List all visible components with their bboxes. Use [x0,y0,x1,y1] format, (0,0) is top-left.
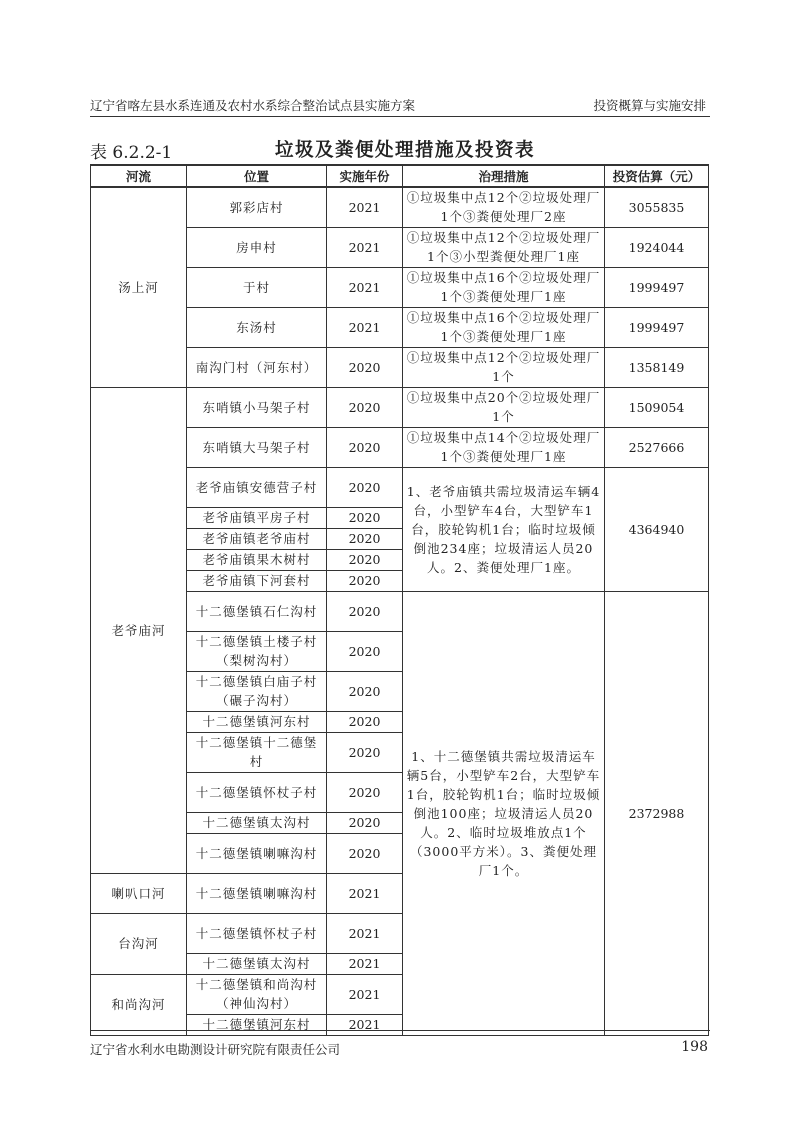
header-year: 实施年份 [327,165,403,187]
table-row [91,187,709,227]
footer-rule [90,1030,710,1031]
table-title: 垃圾及粪便处理措施及投资表 [275,140,536,161]
investment-cell: 3055835 [605,187,709,227]
year-cell: 2020 [327,427,403,467]
year-cell: 2020 [327,833,403,873]
year-cell: 2021 [327,267,403,307]
investment-cell: 1358149 [605,347,709,387]
river-cell: 台沟河 [91,913,187,974]
year-cell: 2020 [327,347,403,387]
investment-cell-shierdebao: 2372988 [605,591,709,1035]
page-header [90,96,710,116]
river-cell: 和尚沟河 [91,974,187,1035]
year-cell: 2021 [327,227,403,267]
year-cell: 2020 [327,528,403,549]
measure-cell: ①垃圾集中点16个②垃圾处理厂1个③粪便处理厂1座 [403,267,605,307]
year-cell: 2020 [327,631,403,671]
location-cell: 十二德堡镇太沟村 [187,812,327,833]
footer-company: 辽宁省水利水电勘测设计研究院有限责任公司 [90,1042,341,1057]
measure-cell: ①垃圾集中点12个②垃圾处理厂1个 [403,347,605,387]
location-cell: 十二德堡镇怀杖子村 [187,772,327,812]
location-cell: 十二德堡镇和尚沟村（神仙沟村） [187,974,327,1014]
measure-cell: ①垃圾集中点12个②垃圾处理厂1个③粪便处理厂2座 [403,187,605,227]
table-number: 表 6.2.2-1 [90,143,173,163]
year-cell: 2020 [327,671,403,711]
year-cell: 2021 [327,974,403,1014]
location-cell: 十二德堡镇土楼子村（梨树沟村） [187,631,327,671]
investment-cell: 1509054 [605,387,709,427]
measure-cell: ①垃圾集中点20个②垃圾处理厂1个 [403,387,605,427]
location-cell: 郭彩店村 [187,187,327,227]
table-header-row [91,165,709,187]
location-cell: 十二德堡镇太沟村 [187,953,327,974]
measure-cell: ①垃圾集中点12个②垃圾处理厂1个③小型粪便处理厂1座 [403,227,605,267]
location-cell: 南沟门村（河东村） [187,347,327,387]
year-cell: 2021 [327,913,403,953]
measure-cell-shierdebao: 1、十二德堡镇共需垃圾清运车辆5台，小型铲车2台，大型铲车1台，胶轮钩机1台；临时垃圾倾倒池100座；垃圾清运人员20人。2、临时垃圾堆放点1个（3000平方米）。3、粪便处理厂1个。 [403,591,605,1035]
location-cell: 十二德堡镇河东村 [187,711,327,732]
year-cell: 2021 [327,307,403,347]
year-cell: 2020 [327,812,403,833]
year-cell: 2021 [327,1014,403,1035]
location-cell: 老爷庙镇平房子村 [187,507,327,528]
location-cell: 老爷庙镇下河套村 [187,570,327,591]
header-rule [90,116,710,117]
location-cell: 十二德堡镇白庙子村（碾子沟村） [187,671,327,711]
location-cell: 老爷庙镇老爷庙村 [187,528,327,549]
location-cell: 东哨镇大马架子村 [187,427,327,467]
header-section-title: 投资概算与实施安排 [593,98,706,113]
location-cell: 十二德堡镇石仁沟村 [187,591,327,631]
investment-cell: 1924044 [605,227,709,267]
location-cell: 十二德堡镇怀杖子村 [187,913,327,953]
year-cell: 2020 [327,507,403,528]
page-number: 198 [681,1039,708,1055]
location-cell: 东哨镇小马架子村 [187,387,327,427]
year-cell: 2020 [327,711,403,732]
river-cell: 汤上河 [91,187,187,387]
header-river: 河流 [91,165,187,187]
location-cell: 老爷庙镇果木树村 [187,549,327,570]
measure-cell: ①垃圾集中点16个②垃圾处理厂1个③粪便处理厂1座 [403,307,605,347]
location-cell: 十二德堡镇十二德堡村 [187,732,327,772]
year-cell: 2021 [327,873,403,913]
location-cell: 东汤村 [187,307,327,347]
measure-cell: ①垃圾集中点14个②垃圾处理厂1个③粪便处理厂1座 [403,427,605,467]
measure-cell-laoyemiao: 1、老爷庙镇共需垃圾清运车辆4台，小型铲车4台，大型铲车1台，胶轮钩机1台；临时垃圾倾倒池234座；垃圾清运人员20人。2、粪便处理厂1座。 [403,467,605,591]
header-location: 位置 [187,165,327,187]
year-cell: 2020 [327,467,403,507]
investment-cell: 1999497 [605,307,709,347]
year-cell: 2020 [327,591,403,631]
year-cell: 2020 [327,549,403,570]
investment-cell: 1999497 [605,267,709,307]
year-cell: 2021 [327,953,403,974]
header-measure: 治理措施 [403,165,605,187]
year-cell: 2021 [327,187,403,227]
location-cell: 于村 [187,267,327,307]
year-cell: 2020 [327,772,403,812]
location-cell: 房申村 [187,227,327,267]
location-cell: 十二德堡镇喇嘛沟村 [187,833,327,873]
location-cell: 老爷庙镇安德营子村 [187,467,327,507]
river-cell: 老爷庙河 [91,387,187,873]
year-cell: 2020 [327,732,403,772]
header-investment: 投资估算（元） [605,165,709,187]
investment-cell-laoyemiao: 4364940 [605,467,709,591]
measures-table [90,164,709,1036]
river-cell: 喇叭口河 [91,873,187,913]
location-cell: 十二德堡镇河东村 [187,1014,327,1035]
table-row [91,387,709,427]
year-cell: 2020 [327,570,403,591]
investment-cell: 2527666 [605,427,709,467]
year-cell: 2020 [327,387,403,427]
header-document-title: 辽宁省喀左县水系连通及农村水系综合整治试点县实施方案 [90,98,416,113]
location-cell: 十二德堡镇喇嘛沟村 [187,873,327,913]
